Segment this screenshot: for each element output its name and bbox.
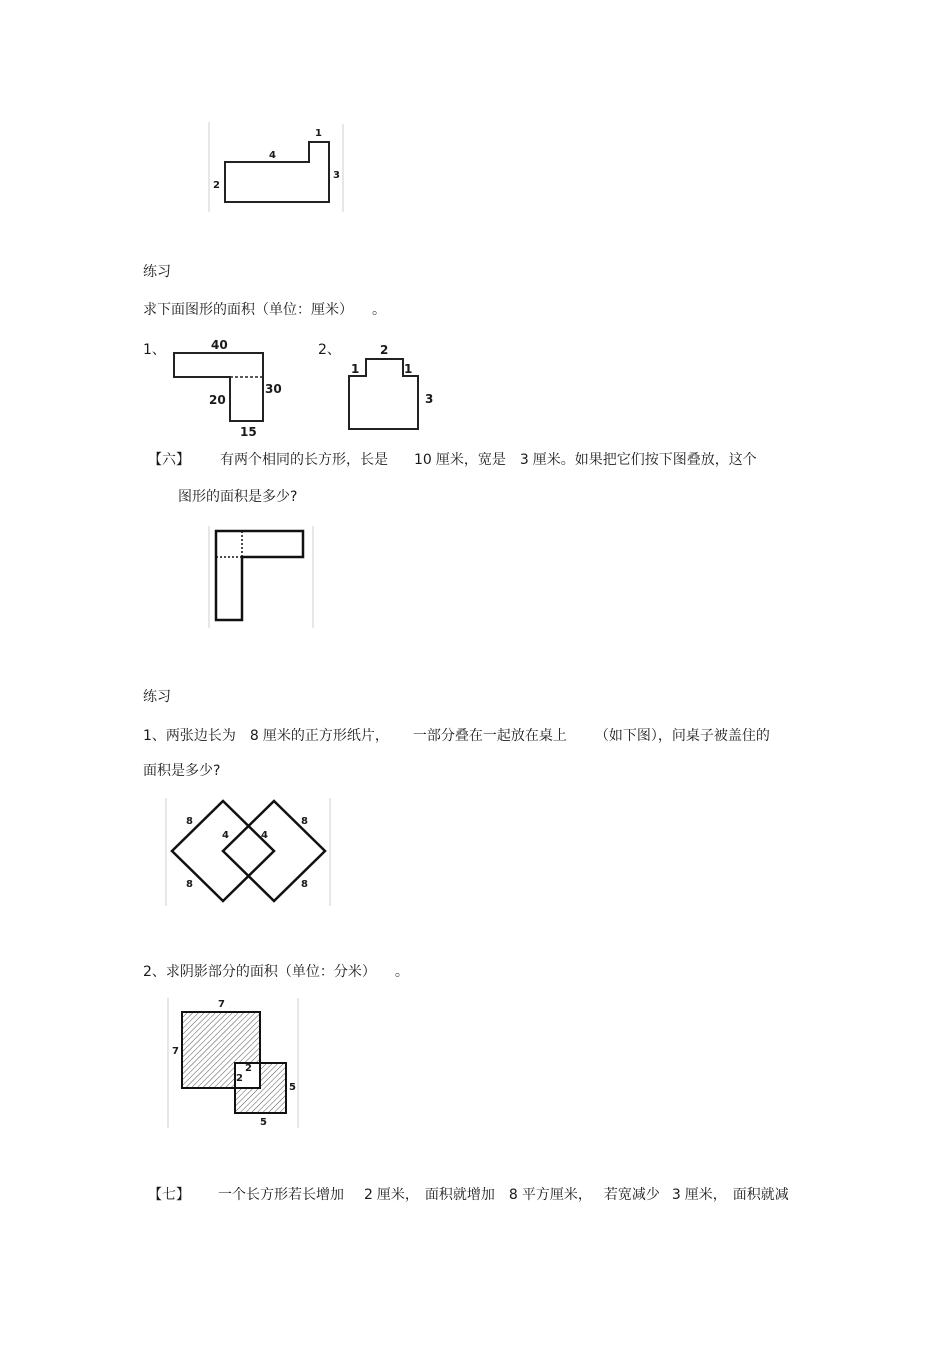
figure-overlap-rectangles — [205, 524, 317, 632]
label-right-small: 1 — [404, 362, 413, 376]
label-right: 5 — [289, 1082, 296, 1093]
question-2: 2、求阴影部分的面积（单位：分米） 。 — [143, 964, 409, 980]
label-inner-b: 2 — [236, 1073, 243, 1084]
figure-overlapping-squares — [164, 796, 334, 908]
label-inner: 20 — [209, 393, 226, 407]
label-top: 1 — [315, 128, 322, 139]
figure-tower-shape — [340, 340, 440, 432]
label-top: 40 — [211, 338, 228, 352]
label-inner-a: 2 — [245, 1063, 252, 1074]
label-left: 2 — [213, 180, 220, 191]
section-a-heading: 练习 — [143, 264, 171, 280]
section-six-line2: 图形的面积是多少? — [178, 489, 298, 505]
label-bottom: 15 — [240, 425, 257, 439]
label-left: 1 — [351, 362, 360, 376]
label-left: 7 — [172, 1046, 179, 1057]
label-f: 4 — [261, 830, 268, 841]
label-top: 7 — [218, 999, 225, 1010]
label-c: 8 — [186, 879, 193, 890]
section-b-heading: 练习 — [143, 689, 171, 705]
item-1-label: 1、 — [143, 342, 166, 358]
label-right: 30 — [265, 382, 282, 396]
label-upper: 4 — [269, 150, 276, 161]
question-1-line1: 1、两张边长为 8 厘米的正方形纸片， 一部分叠在一起放在桌上 （如下图），问桌子被盖住的 — [143, 728, 770, 744]
section-seven-line1: 【七】 一个长方形若长增加 2 厘米， 面积就增加 8 平方厘米， 若宽减少 3 厘米， 面积就减 — [148, 1187, 789, 1203]
figure-shaded-squares — [164, 996, 302, 1130]
label-bottom: 5 — [260, 1117, 267, 1128]
section-a-instruction: 求下面图形的面积（单位：厘米） 。 — [143, 302, 386, 318]
label-a: 8 — [186, 816, 193, 827]
label-e: 4 — [222, 830, 229, 841]
label-top: 2 — [380, 343, 389, 357]
label-right: 3 — [425, 392, 434, 406]
label-d: 8 — [301, 879, 308, 890]
figure-step-shape — [205, 122, 347, 214]
question-1-line2: 面积是多少? — [143, 763, 221, 779]
section-six-line1: 【六】 有两个相同的长方形，长是 10 厘米，宽是 3 厘米。如果把它们按下图叠放，这个 — [148, 452, 757, 468]
figure-l-shape-1 — [168, 336, 288, 442]
label-b: 8 — [301, 816, 308, 827]
item-2-label: 2、 — [318, 342, 341, 358]
label-right: 3 — [333, 170, 340, 181]
